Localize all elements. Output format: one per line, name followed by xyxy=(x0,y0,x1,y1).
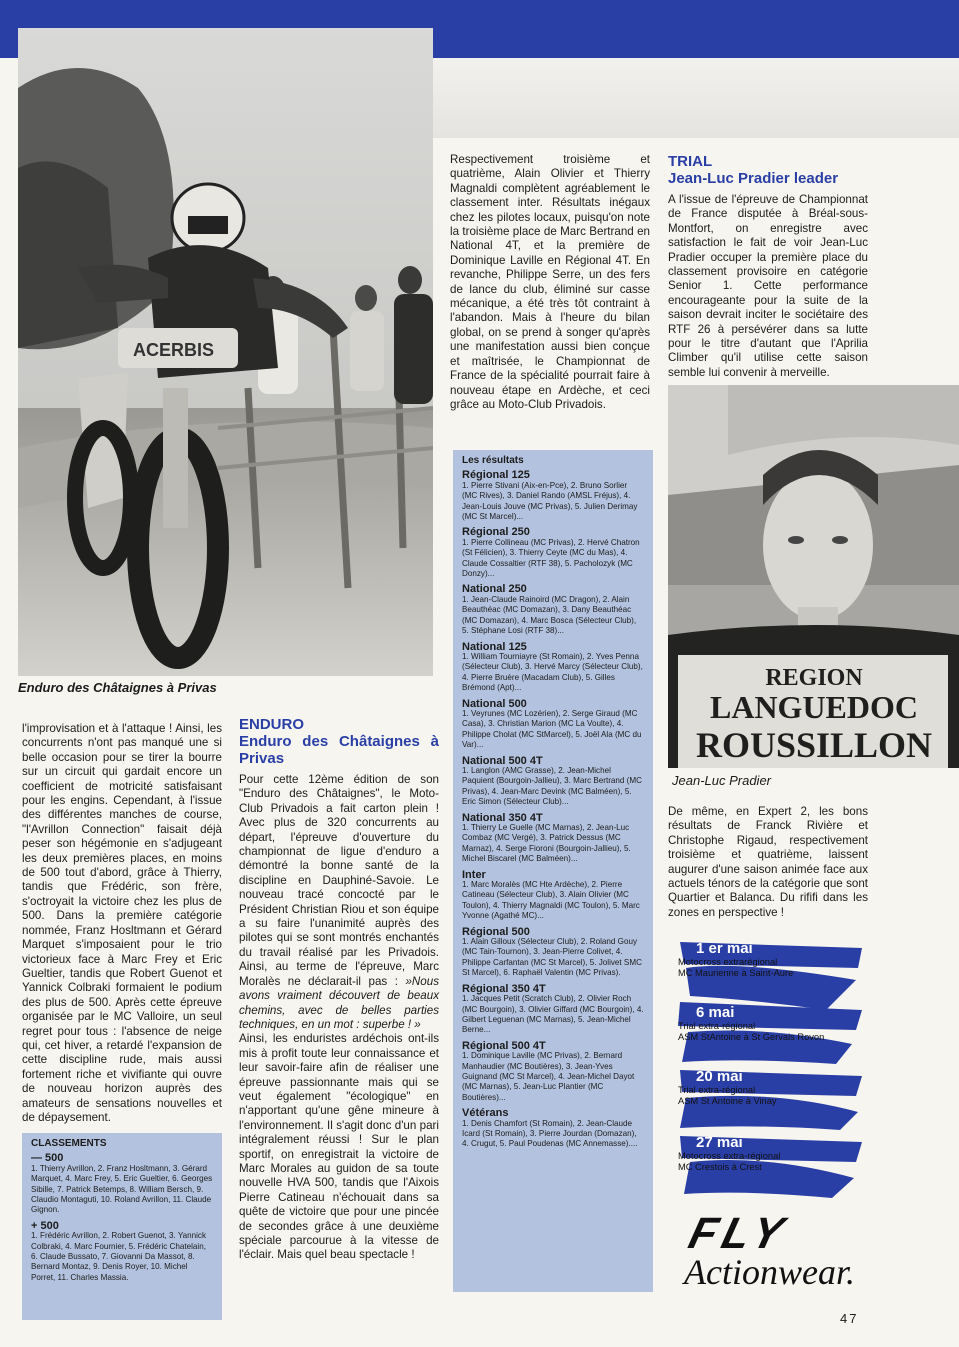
continuation-paragraph: Respectivement troisième et quatrième, Alain Olivier et Thierry Magnaldi complètent agréablement le classement inter. Résultats inégaux chez les pilotes locaux, puisqu'on note la troisième place de Marc Bertrand en National 4T, et la première de Dominique Laville en Régional 4T. En revanche, Philippe Serre, un des fers de lance du club, éliminé sur casse mécanique, a été très tôt contraint à l'abandon. Mais à l'heure du bilan global, on se prend à songer qu'après une manifestation aussi bien conçue et maîtrisée, le Championnat de France de la spécialité pourrait faire à nouveau étape en Ardèche, et ceci grâce au Moto-Club Privadois. xyxy=(450,153,650,411)
event-location: MC Crestois à Crest xyxy=(678,1162,762,1172)
resultats-list: 1. Jacques Petit (Scratch Club), 2. Olivier Roch (MC Bourgoin), 3. Olivier Giffard (MC Bourgoin), 4. Gilbert Leguenan (MC Marnas), 5. Jean-Michel Berne... xyxy=(462,994,644,1035)
resultats-category: Régional 500 xyxy=(462,925,530,938)
resultats-list: 1. Dominique Laville (MC Privas), 2. Bernard Manhaudier (MC Boutières), 3. Jean-Yves Guignand (MC St Marcel), 4. Jean-Michel Dayot (MC Marnas), 5. Jean-Luc Plantier (MC Boutières)... xyxy=(462,1051,635,1102)
enduro-paragraph-1: Pour cette 12ème édition de son "Enduro des Châtaignes", le Moto-Club Privadois a fait carton plein ! Avec plus de 320 concurrents au départ, l'épreuve d'ouverture du championnat de ligue d'enduro a démontré la bonne santé de la discipline en Dauphiné-Savoie. Le nouveau tracé concocté par le Président Christian Riou et son équipe a su faire l'unanimité auprès des pilotes qui se sont montrés enchantés du travail réalisé par les Privadois. Ainsi, au terme de l'épreuve, Marc Moralès ne déclarait-il pas : xyxy=(239,773,439,988)
vest-line-1: REGION xyxy=(765,665,863,691)
resultats-title: Les résultats xyxy=(462,455,524,466)
resultats-category: National 350 4T xyxy=(462,811,543,824)
enduro-photo xyxy=(18,28,433,676)
pradier-photo xyxy=(668,385,959,768)
article-continuation xyxy=(450,153,650,412)
resultats-category: National 500 xyxy=(462,697,527,710)
trial-headline xyxy=(668,153,868,187)
enduro-article xyxy=(239,716,439,1263)
logo-fly: FLY xyxy=(684,1210,794,1258)
resultats-list: 1. Veyrunes (MC Lozérien), 2. Serge Giraud (MC Casa), 3. Christian Marion (MC La Voulte), 4. Philippe Cholat (MC StMarcel), 5. Joël Ala (MC du Var)... xyxy=(462,708,642,750)
resultats-list: 1. Pierre Collineau (MC Privas), 2. Hervé Chatron (St Félicien), 3. Thierry Ceyte (MC du Mas), 4. Claude Cossaltier (RTF 38), 5. Pacholozyk (MC Donzy)... xyxy=(462,537,640,579)
classements-box xyxy=(22,1133,222,1320)
resultats-category: National 125 xyxy=(462,640,527,653)
enduro-paragraph-2: Ainsi, les enduristes ardéchois ont-ils mis à profit toute leur connaissance et leur savoir-faire afin de réaliser une épreuve passionnante mais qui se veut également "écologique" en n'apportant qu'une gêne mineure à l'environnement. Il s'agit donc d'un pari intégralement réussi ! Sur le plan sportif, on enregistrait la victoire de Marc Morales au guidon de sa toute nouvelle HVA 500, tandis que l'Aixois Pierre Catineau n'échouait dans sa quête de victoire que pour une pincée de secondes grâce à une deuxième spéciale parcourue à la vitesse de l'éclair. Mais quel beau spectacle ! xyxy=(239,1032,439,1262)
event-date: 1 er mai xyxy=(696,940,753,957)
intro-paragraph: l'improvisation et à l'attaque ! Ainsi, les concurrents n'ont pas manqué une si belle occasion pour se tirer la bourre sur un circuit qui gardait encore un coefficient de motricité satisfaisant pour les engins. Cependant, à l'issue des différentes manches de course, "l'Avrillon Connection" faisait déjà peser son hégémonie en s'adjugeant les deux premières places, en moins de 500 tout d'abord, grâce à Thierry, tandis que Frédéric, son frère, s'octroyait la victoire chez les plus de 500. Dans la première catégorie nommée, Franz Hosltmann et Gérard Marquet s'imposaient pour le trio victorieux face à Marc Frey et Eric Gueltier, tandis que Robert Guenot et Yannick Colbraki formaient le podium des plus de 500. Après cette épreuve organisée par le MC Valloire, un seul regret pour tous : l'absence de neige qui, cet hiver, a retardé l'expansion de cette discipline rude, mais aussi fortement riche et vivifiante qui ouvre de nouveau horizon auprès des amateurs de sensations nouvelles et de dépaysement. xyxy=(22,722,222,1124)
event-type: Motocross extrarégional xyxy=(678,957,778,967)
trial-body-2: De même, en Expert 2, les bons résultats de Franck Rivière et Christophe Rigaud, respectivement troisième et quatrième, laissent augurer d'une saison animée face aux actuels ténors de la catégorie que sont Quartier et Balanca. Du rififi dans les zones en perspective ! xyxy=(668,805,868,919)
enduro-photo-caption: Enduro des Châtaignes à Privas xyxy=(18,680,217,695)
trial-body: A l'issue de l'épreuve de Championnat de France disputée à Bréal-sous-Montfort, on enregistre avec satisfaction le fait de voir Jean-Luc Pradier occuper la première place du classement provisoire en catégorie Senior 1. Cette performance encourageante pour la suite de la saison devrait inciter le sociétaire des RTF 26 à persévérer dans sa lutte pour le titre d'autant que l'Aprilia Climber qu'il utilise cette saison semble lui convenir à merveille. xyxy=(668,193,868,379)
resultats-list: 1. Thierry Le Guelle (MC Marnas), 2. Jean-Luc Combaz (MC Vergé), 3. Patrick Dessus (MC Marnaz), 4. Serge Fioroni (Bourgoin-Jallieu), 5. Michel Biscarel (MC Balméen)... xyxy=(462,823,631,864)
resultats-category: Régional 500 4T xyxy=(462,1039,546,1052)
resultats-category: Régional 125 xyxy=(462,469,530,482)
vest-line-2: LANGUEDOC xyxy=(709,689,919,725)
trial-article xyxy=(668,153,868,380)
event-type: Motocross extra-régional xyxy=(678,1151,781,1161)
resultats-list: 1. Alain Gilloux (Sélecteur Club), 2. Roland Gouy (MC Tain-Tournon), 3. Jean-Pierre Colivet, 4. Philippe Carfantan (MC St Marcel), 5. Jolivet SMC St Marcel), 6. Raphaël Valentin (MC Privas). xyxy=(462,937,642,978)
page-number: 47 xyxy=(840,1311,859,1326)
event-date: 20 mai xyxy=(696,1068,743,1085)
event-type: Trial extra-régional xyxy=(678,1021,756,1031)
enduro-kicker: ENDURO xyxy=(239,716,305,733)
event-location: MC Maurienne à Saint-Aure xyxy=(678,968,794,978)
event-location: ASM St Antoine à Vinay xyxy=(678,1096,777,1106)
enduro-title: Enduro des Châtaignes à Privas xyxy=(239,733,439,767)
trial-kicker: TRIAL xyxy=(668,153,713,170)
calendar-event xyxy=(678,1134,868,1173)
resultats-list: 1. Marc Moralès (MC Hte Ardèche), 2. Pierre Catineau (Sélecteur Club), 3. Alain Olivier (MC Toulon), 4. Thierry Magnaldi (MC Toulon), 5. Marc Yvonne (Agathé MC)... xyxy=(462,880,640,921)
fly-actionwear-logo xyxy=(676,1210,946,1290)
resultats-category: National 250 xyxy=(462,583,527,596)
enduro-body xyxy=(239,773,439,1032)
enduro-headline xyxy=(239,716,439,767)
calendar-event xyxy=(678,940,868,979)
pradier-photo-caption: Jean-Luc Pradier xyxy=(672,773,771,788)
faded-header-area xyxy=(430,58,959,138)
classements-group-head: — 500 xyxy=(31,1152,64,1165)
resultats-category: National 500 4T xyxy=(462,754,543,767)
classements-group-text: 1. Thierry Avrillon, 2. Franz Hosltmann, 3. Gérard Marquet, 4. Marc Frey, 5. Eric Gueltier, 6. Georges Sibille, 7. Patrick Betemps, 8. William Bersch, 9. Claudio Montaguti, 10. Roland Avrillon, 11. Claude Gignon. xyxy=(31,1163,213,1215)
calendar-event xyxy=(678,1004,868,1043)
event-location: ASM StAntoine à St Gervais Rovon xyxy=(678,1032,825,1042)
classements-group-text: 1. Frédéric Avrillon, 2. Robert Guenot, 3. Yannick Colbraki, 4. Marc Fournier, 5. Frédéric Chatelain, 6. Claude Bussato, 7. Giovanni Da Massot, 8. Bernard Montaz, 9. Denis Royer, 10. Michel Porret, 11. Charles Massia. xyxy=(31,1231,207,1282)
svg-text:ACERBIS: ACERBIS xyxy=(133,340,215,360)
resultats-category: Régional 250 xyxy=(462,526,530,539)
resultats-box xyxy=(453,450,653,1292)
trial-article-continued xyxy=(668,805,868,920)
resultats-list: 1. Denis Chamfort (St Romain), 2. Jean-Claude Icard (St Romain), 3. Pierre Jourdan (Domazan), 4. Crugut, 5. Paul Poudenas (MC Annemasse).... xyxy=(462,1118,638,1149)
calendar-event xyxy=(678,1068,868,1107)
resultats-category: Inter xyxy=(462,868,486,881)
event-calendar xyxy=(676,940,866,1208)
resultats-list: 1. Pierre Stivani (Aix-en-Pce), 2. Bruno Sorlier (MC Rives), 3. Daniel Rando (AMSL Fréjus), 4. Jean-Louis Jouve (MC Privas), 5. Julien Derimay (MC St Marcel)... xyxy=(462,480,638,522)
logo-actionwear: Actionwear. xyxy=(684,1252,855,1290)
resultats-category: Vétérans xyxy=(462,1107,509,1120)
trial-title: Jean-Luc Pradier leader xyxy=(668,170,839,187)
event-date: 27 mai xyxy=(696,1134,743,1151)
resultats-category: Régional 350 4T xyxy=(462,982,546,995)
intro-article-body xyxy=(22,722,222,1125)
resultats-list: 1. Langlon (AMC Grasse), 2. Jean-Michel Paquient (Bourgoin-Jallieu), 3. Marc Bertrand (MC Privas), 4. Jean-Marc Devink (MC Balméen), 5. Eric Simon (Sélecteur Club)... xyxy=(462,765,642,807)
event-date: 6 mai xyxy=(696,1004,735,1021)
classements-title: CLASSEMENTS xyxy=(31,1138,107,1149)
event-type: Trial extra-régional xyxy=(678,1085,756,1095)
resultats-list: 1. Jean-Claude Rainoird (MC Dragon), 2. Alain Beauthéac (MC Domazan), 3. Dany Beauthéac (MC Domazan), 4. Marc Bosca (Sélecteur Club), 5. Stéphane Losi (RTF 38)... xyxy=(462,594,637,636)
vest-line-3: ROUSSILLON xyxy=(695,725,933,765)
enduro-quote: »Nous avons vraiment découvert de beaux chemins, avec de belles parties techniques, en un mot : superbe ! » xyxy=(239,974,439,1031)
classements-group-head: + 500 xyxy=(31,1219,59,1232)
resultats-list: 1. William Tourniayre (St Romain), 2. Yves Penna (Sélecteur Club), 3. Hervé Marcy (Sélecteur Club), 4. Pierre Bruère (Macadam Club), 5. Gilles Brémond (Apt)... xyxy=(462,651,643,693)
